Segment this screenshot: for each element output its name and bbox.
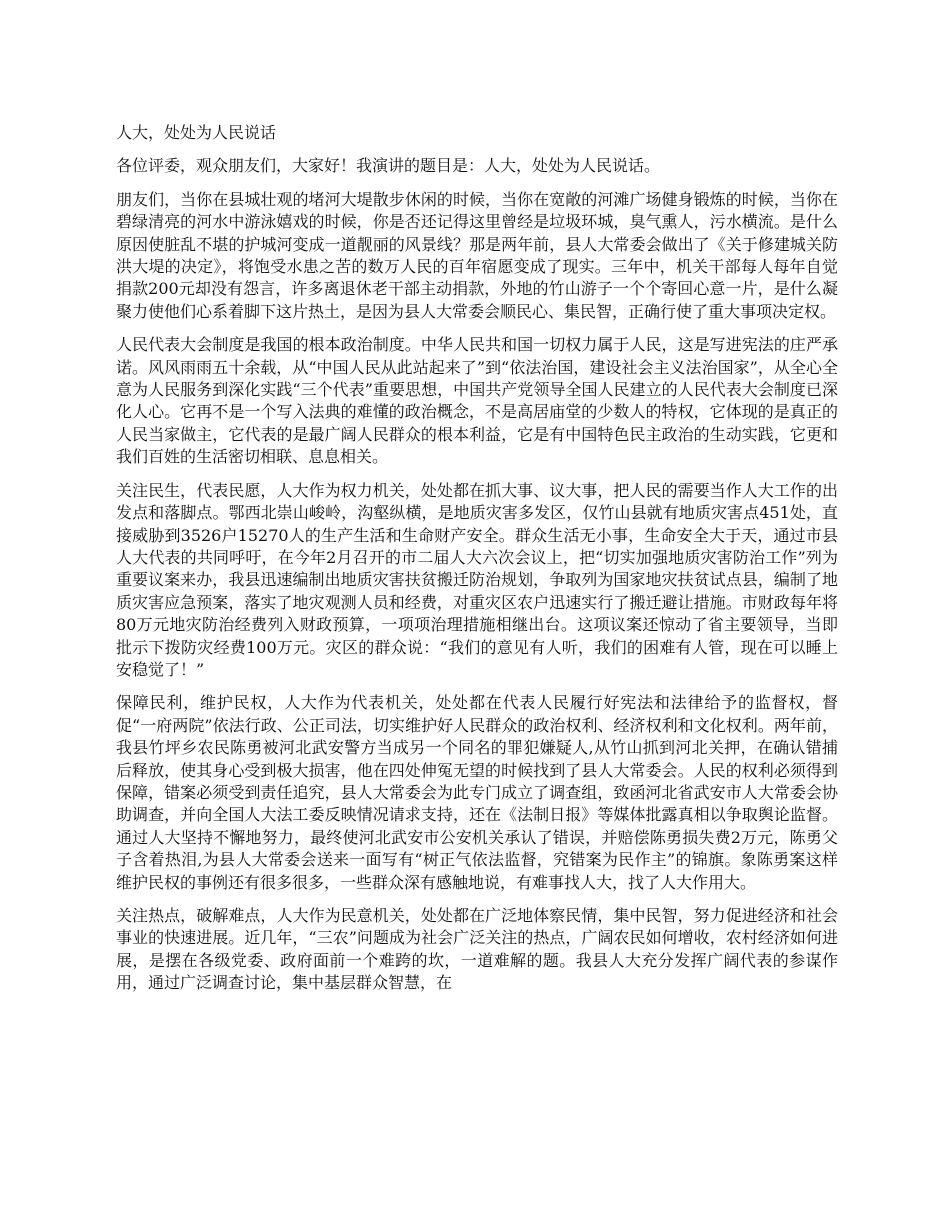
document-title: 人大，处处为人民说话: [116, 123, 277, 142]
paragraph-hotspots: 关注热点，破解难点，人大作为民意机关，处处都在广泛地体察民情，集中民智，努力促进经济和社会事业的快速进展。近几年，“三农”问题成为社会广泛关注的热点，广阔农民如何增收，农村经济如何进展，是摆在各级党委、政府面前一个难跨的坎，一道难解的题。我县人大充分发挥广阔代表的参谋作用，通过广泛调查讨论，集中基层群众智慧，在: [116, 906, 838, 993]
paragraph-embankment: 朋友们，当你在县城壮观的堵河大堤散步休闲的时候，当你在宽敞的河滩广场健身锻炼的时候，当你在碧绿清亮的河水中游泳嬉戏的时候，你是否还记得这里曾经是垃圾环城，臭气熏人，污水横流。是什么原因使脏乱不堪的护城河变成一道靓丽的风景线？那是两年前，县人大常委会做出了《关于修建城关防洪大堤的决定》，将饱受水患之苦的数万人民的百年宿愿变成了现实。三年中，机关干部每人每年自觉捐款200元却没有怨言，许多离退休老干部主动捐款，外地的竹山游子一个个寄回心意一片，是什么凝聚力使他们心系着脚下这片热土，是因为县人大常委会顺民心、集民智，正确行使了重大事项决定权。: [116, 189, 838, 321]
paragraph-people-congress-system: 人民代表大会制度是我国的根本政治制度。中华人民共和国一切权力属于人民，这是写进宪法的庄严承诺。风风雨雨五十余载，从“中国人民从此站起来了”到“依法治国，建设社会主义法治国家”，从全心全意为人民服务到深化实践“三个代表”重要思想，中国共产党领导全国人民建立的人民代表大会制度已深化人心。它再不是一个写入法典的难懂的政治概念，不是高居庙堂的少数人的特权，它体现的是真正的人民当家做主，它代表的是最广阔人民群众的根本利益，它是有中国特色民主政治的生动实践，它更和我们百姓的生活密切相联、息息相关。: [116, 335, 838, 467]
paragraph-rights: 保障民利，维护民权，人大作为代表机关，处处都在代表人民履行好宪法和法律给予的监督权，督促“一府两院”依法行政、公正司法，切实维护好人民群众的政治权利、经济权利和文化权利。两年前，我县竹坪乡农民陈勇被河北武安警方当成另一个同名的罪犯嫌疑人,从竹山抓到河北关押，在确认错捕后释放，使其身心受到极大损害，他在四处伸冤无望的时候找到了县人大常委会。人民的权利必须得到保障，错案必须受到责任追究，县人大常委会为此专门成立了调查组，致函河北省武安市人大常委会协助调查，并向全国人大法工委反映情况请求支持，还在《法制日报》等媒体批露真相以争取舆论监督。通过人大坚持不懈地努力，最终使河北武安市公安机关承认了错误，并赔偿陈勇损失费2万元，陈勇父子含着热泪,为县人大常委会送来一面写有“树正气依法监督，究错案为民作主”的锦旗。象陈勇案这样维护民权的事例还有很多很多，一些群众深有感触地说，有难事找人大，找了人大作用大。: [116, 693, 838, 892]
document-page: [116, 122, 838, 1006]
paragraph-livelihood: 关注民生，代表民愿，人大作为权力机关，处处都在抓大事、议大事，把人民的需要当作人大工作的出发点和落脚点。鄂西北崇山峻岭，沟壑纵横，是地质灾害多发区，仅竹山县就有地质灾害点451处，直接威胁到3526户15270人的生产生活和生命财产安全。群众生活无小事，生命安全大于天，通过市县人大代表的共同呼吁，在今年2月召开的市二届人大六次会议上，把“切实加强地质灾害防治工作”列为重要议案来办，我县迅速编制出地质灾害扶贫搬迁防治规划，争取列为国家地灾扶贫试点县，编制了地质灾害应急预案，落实了地灾观测人员和经费，对重灾区农户迅速实行了搬迁避让措施。市财政每年将80万元地灾防治经费列入财政预算，一项项治理措施相继出台。这项议案还惊动了省主要领导，当即批示下拨防灾经费100万元。灾区的群众说：“我们的意见有人听，我们的困难有人管，现在可以睡上安稳觉了！”: [116, 480, 838, 679]
paragraph-greeting: 各位评委，观众朋友们，大家好！我演讲的题目是：人大，处处为人民说话。: [116, 156, 661, 176]
